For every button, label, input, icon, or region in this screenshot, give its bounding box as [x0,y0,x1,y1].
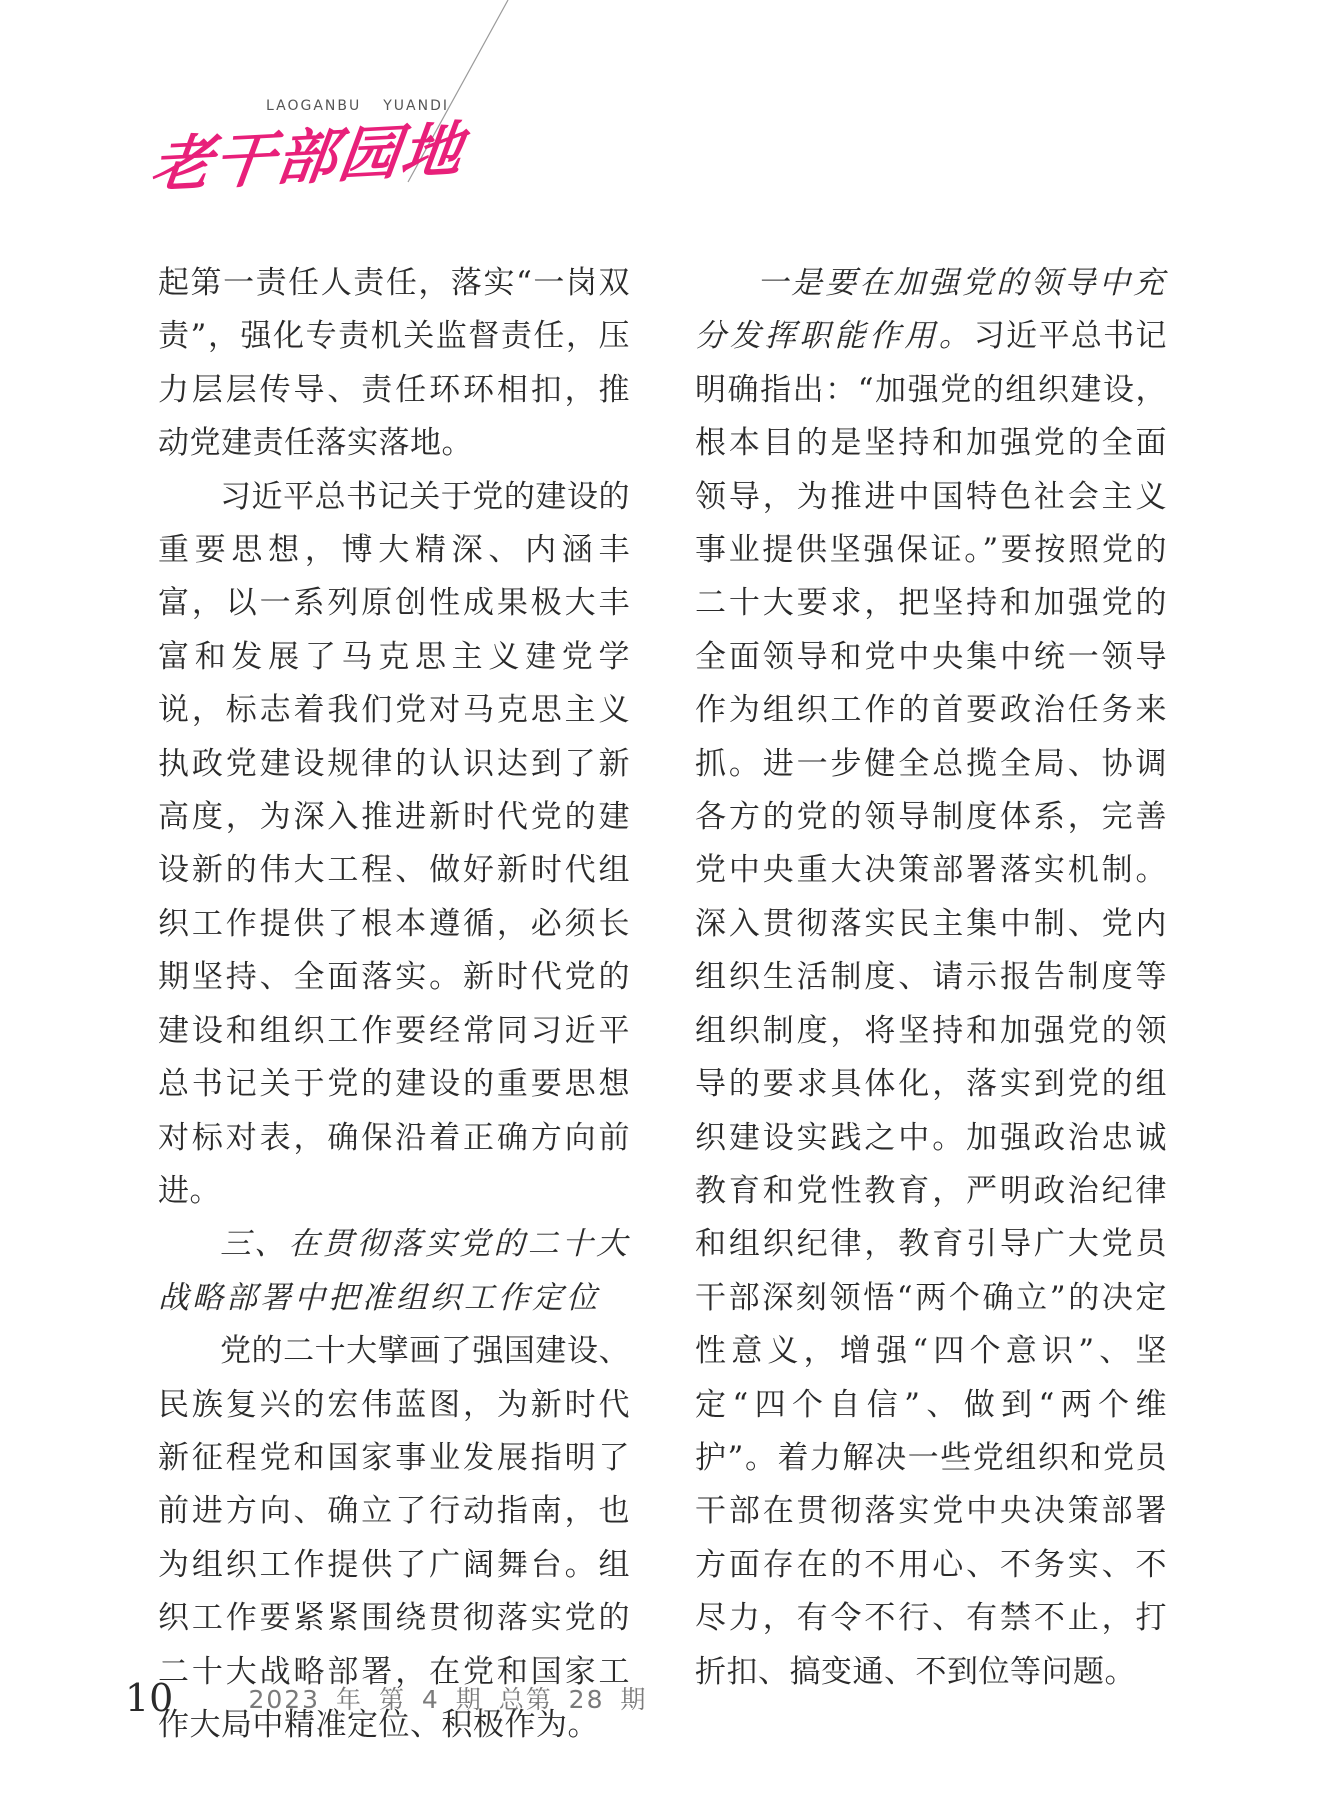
section-heading-three: 三、在贯彻落实党的二十大战略部署中把准组织工作定位 [158,1226,630,1316]
subheading-lead: 一是要在加强党的领导中充分发挥职能作用。 [695,265,1167,355]
article-column-right [695,257,1167,1699]
page-number: 10 [125,1676,174,1720]
article-column-left [158,257,630,1752]
paragraph-continued: 起第一责任人责任，落实“一岗双责”，强化专责机关监督责任，压力层层传导、责任环环相扣，推动党建责任落实落地。 [158,265,630,462]
paragraph-leadership-body: 习近平总书记明确指出：“加强党的组织建设，根本目的是坚持和加强党的全面领导，为推进中国特色社会主义事业提供坚强保证。”要按照党的二十大要求，把坚持和加强党的全面领导和党中央集中统一领导作为组织工作的首要政治任务来抓。进一步健全总揽全局、协调各方的党的领导制度体系，完善党中央重大决策部署落实机制。深入贯彻落实民主集中制、党内组织生活制度、请示报告制度等组织制度，将坚持和加强党的领导的要求具体化，落实到党的组织建设实践之中。加强政治忠诚教育和党性教育，严明政治纪律和组织纪律，教育引导广大党员干部深刻领悟“两个确立”的决定性意义，增强“四个意识”、坚定“四个自信”、做到“两个维护”。着力解决一些党组织和党员干部在贯彻落实党中央决策部署方面存在的不用心、不务实、不尽力，有令不行、有禁不止，打折扣、搞变通、不到位等问题。 [695,318,1168,1690]
paragraph-twentieth-congress: 党的二十大擘画了强国建设、民族复兴的宏伟蓝图，为新时代新征程党和国家事业发展指明了前进方向、确立了行动指南，也为组织工作提供了广阔舞台。组织工作要紧紧围绕贯彻落实党的二十大战略部署，在党和国家工作大局中精准定位、积极作为。 [158,1333,630,1743]
masthead-pinyin-right: YUANDI [383,98,449,114]
masthead-logo: 老干部园地 [147,114,469,201]
masthead-pinyin-left: LAOGANBU [266,98,362,114]
page-footer [125,1676,647,1720]
paragraph-leadership [695,257,1167,1699]
issue-info: 2023 年 第 4 期 总第 28 期 [248,1685,648,1714]
paragraph-thought: 习近平总书记关于党的建设的重要思想，博大精深、内涵丰富，以一系列原创性成果极大丰富和发展了马克思主义建党学说，标志着我们党对马克思主义执政党建设规律的认识达到了新高度，为深入推进新时代党的建设新的伟大工程、做好新时代组织工作提供了根本遵循，必须长期坚持、全面落实。新时代党的建设和组织工作要经常同习近平总书记关于党的建设的重要思想对标对表，确保沿着正确方向前进。 [158,478,630,1209]
